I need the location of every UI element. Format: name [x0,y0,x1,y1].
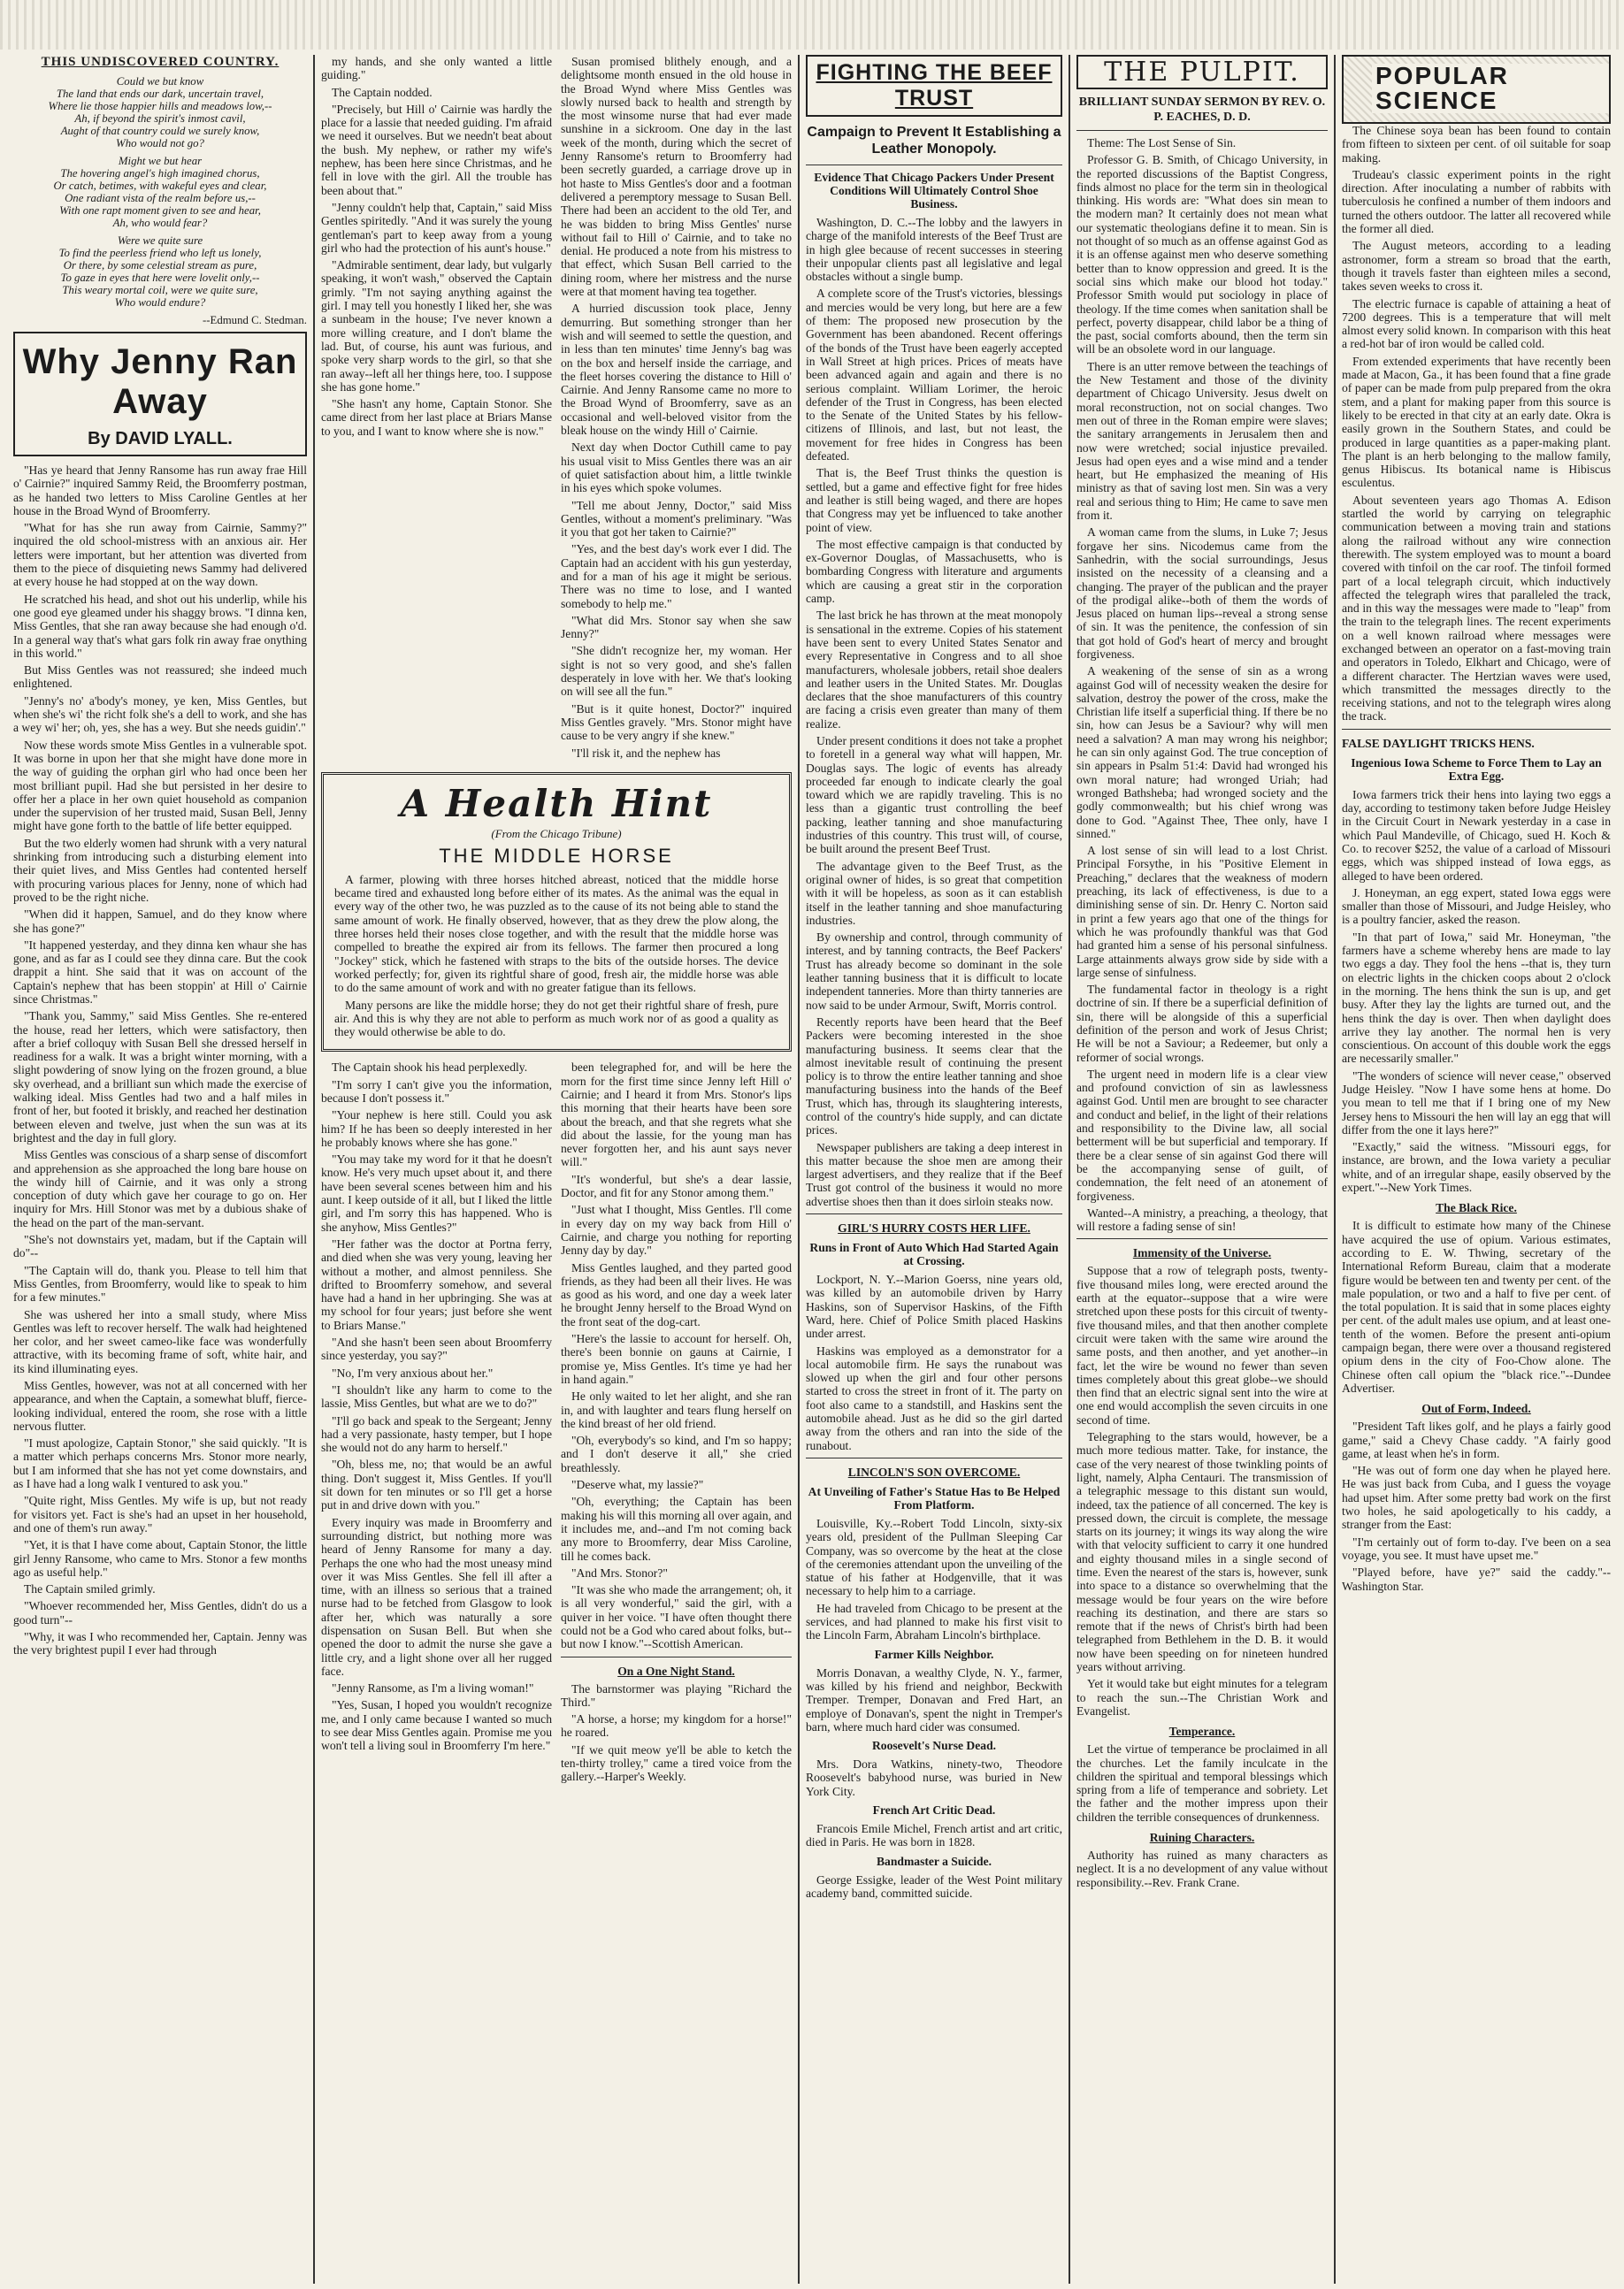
science-paragraph: The August meteors, according to a leading astronomer, form a stream so broad that the earth, though it travels faster than eighteen miles a second, takes seven weeks to cross it. [1342,239,1611,294]
poem-line: Where lie those happier hills and meadows low,-- [48,100,272,112]
story-paragraph: She was ushered her into a small study, where Miss Gentles was left to recover herself. The walk had heightened her color, and her sweet cameo-like face was wonderfully attractive, with its becoming frame of soft, white hair, and its kind illuminating eyes. [13,1307,307,1375]
sermon-paragraph: A weakening of the sense of sin as a wrong against God will of necessity weaken the desire for salvation, destroy the power of the cross, make the Christian life itself a superficial thing. If there be no sin, how can Jesus be a Saviour? why will men need a salvation? A man may wrong his neighbor; he can sin only against God. The true conception of sin appears in Psalm 51:4: David had wronged his own moral nature; had wronged Uriah; had wronged Bathsheba; had wronged society and the godly commonwealth; but his chief wrong was done to God. "Against Thee, Thee only, have I sinned." [1076,664,1328,840]
story-paragraph: "No, I'm very anxious about her." [332,1366,494,1380]
story-paragraph: Now these words smote Miss Gentles in a vulnerable spot. It was borne in upon her that she might have done more in the way of guiding the orphan girl who had once been her most brilliant pupil. Had she but persisted in her desire to offer her a place in her own quiet household as companion under the supervision of her trusted maid, Susan Bell, Jenny might have gone forth to the battle of life better equipped. [13,738,307,833]
column-2 [315,55,800,2284]
story-paragraph: "But is it quite honest, Doctor?" inquired Miss Gentles gravely. "Mrs. Stonor might have cause to be very angry if she knew." [561,701,792,743]
story-paragraph: "I shouldn't like any harm to come to the lassie, Miss Gentles, but what are we to do?" [321,1382,552,1411]
lincoln-sub: At Unveiling of Father's Statue Has to Be Helped From Platform. [808,1484,1061,1512]
story-paragraph: "It's wonderful, but she's a dear lassie, Doctor, and fit for any Stonor among them." [561,1172,792,1200]
poem-line: The hovering angel's high imagined chorus, [60,167,260,180]
farmer-text: Morris Donavan, a wealthy Clyde, N. Y., farmer, was killed by his friend and neighbor, Beckwith Tremper. Tremper, Donavan and Fred Hart, an employe of Donavan's, spent the night in Tremper's barn, where much hard cider was consumed. [806,1665,1062,1734]
stand-paragraph: "A horse, a horse; my kingdom for a horse!" he roared. [561,1712,792,1740]
story-paragraph: "And Mrs. Stonor?" [571,1566,668,1580]
story-paragraph: The Captain smiled grimly. [24,1582,156,1596]
column-1 [7,55,315,2284]
black-rice-title: The Black Rice. [1436,1201,1517,1215]
story-paragraph: "Your nephew is here still. Could you ask him? If he has been so deeply interested in her he probably knows where she has gone." [321,1108,552,1149]
story-paragraph: "Yes, Susan, I hoped you wouldn't recognize me, and I only came because I wanted so much to see dear Miss Gentles again. Promise me you won't tell a living soul in Broomferry I'm here." [321,1698,552,1753]
poem-author: --Edmund C. Stedman. [202,314,307,326]
popular-science-title: POPULAR SCIENCE [1372,64,1609,113]
story-paragraph: "Tell me about Jenny, Doctor," said Miss Gentles, without a moment's preliminary. "Was it you that got her taken to Cairnie?" [561,498,792,540]
story-paragraph: A hurried discussion took place, Jenny demurring. But something stronger than her wish and will seemed to settle the question, and in less than ten minutes' time Jenny's bag was on the box and herself inside the carriage, and the fleet horses covering the distance to Hill o' Cairnie. And Jenny Ransome came no more to the Broad Wynd of Broomferry, save as an occasional and well-beloved visitor from the bleak house on the windy Hill o' Cairnie. [561,302,792,438]
girl-paragraph: Haskins was employed as a demonstrator for a local automobile firm. He says the runabout was slowed up when the girl and four other persons started to cross the street in front of it. The party on foot also came to a standstill, and Haskins sent the automobile ahead. Just as he did so the girl darted away from the others and ran into the side of the runabout. [806,1344,1062,1452]
sermon-paragraph: There is an utter remove between the teachings of the New Testament and those of the divinity department of Chicago University. Jesus dwelt on moral reconstruction, not on social changes. Two men out of three in the Roman empire were slaves; the sanitary arrangements in Jerusalem then and now were wretched; social injustice prevailed. Jesus had open eyes and a wise mind and a tender heart, but He emphasized the meaning of His ministry as that of saving lost men. Sin was a very real and serious thing to Him; He came to save men from it. [1076,359,1328,523]
story-paragraph: The Captain nodded. [332,85,433,99]
story-paragraph: "Yes, and the best day's work ever I did. The Captain had an accident with his gun yesterday, and for a man of his age it might be serious. There was no time to lose, and I wanted somebody to help me." [561,542,792,610]
poem-line: Who would not go? [116,137,204,149]
beef-trust-subdeck: Evidence That Chicago Packers Under Present Conditions Will Ultimately Control Shoe Business. [814,171,1054,211]
lincoln-body [806,1517,1062,1642]
story-paragraph: But the two elderly women had shrunk with a very natural shrinking from introducing such a disturbing element into their quiet lives, and Miss Gentles had contented herself with procuring various places for Jenny, none of which had proved to be the right niche. [13,836,307,904]
story-paragraph: "Oh, bless me, no; that would be an awful thing. Don't suggest it, Miss Gentles. If you'll sit down for ten minutes or so I'll get a horse put in and drive down with you." [321,1458,552,1512]
story-paragraph: "Jenny couldn't help that, Captain," said Miss Gentles spiritedly. "And it was surely the young gentleman's part to keep away from a young girl who had the protection of his aunt's house." [321,200,552,255]
popular-science-banner [1342,55,1611,124]
health-hint-title: A Health Hint [400,781,713,825]
poem-line: To find the peerless friend who left us lonely, [58,247,262,259]
story-paragraph: "Oh, everybody's so kind, and I'm so happy; and I don't deserve it all," she cried breathlessly. [561,1434,792,1474]
story-body-col1 [13,463,307,1657]
beef-trust-paragraph: The last brick he has thrown at the meat monopoly is sensational in the extreme. Copies of his statement have been sent to every United States Senator and every Representative in Congress and to all shoe manufacturers, wholesale jobbers, retail shoe dealers and leather users in the United States. Mr. Douglas declares that the shoe manufacturers of this country are facing a crisis even greater than many of them realize. [806,609,1062,731]
poem-line: Aught of that country could we surely know, [60,125,260,137]
story-paragraph: "Quite right, Miss Gentles. My wife is up, but not ready for visitors yet. Fact is she's had an upset in her household, and one of them's run away." [13,1494,307,1535]
story-paragraph: my hands, and she only wanted a little guiding." [321,55,552,82]
story-paragraph: "What did Mrs. Stonor say when she saw Jenny?" [561,613,792,641]
critic-text: Francois Emile Michel, French artist and art critic, died in Paris. He was born in 1828. [806,1821,1062,1849]
science-body [1342,124,1611,723]
hens-paragraph: Iowa farmers trick their hens into laying two eggs a day, according to testimony taken before Judge Heisley in the Circuit Court in Newark yesterday in a case in which Paul Mandeville, of Chicago, sued H. Koch & Co. to recover $252, the value of a carload of Missouri eggs, which was shipped instead of Iowa eggs, as alleged to have been ordered. [1342,787,1611,883]
story-paragraph: Miss Gentles laughed, and they parted good friends, as they had been all their lives. He was as good as his word, and one day a week later he brought Jenny herself to the Broad Wynd on the front seat of the dog-cart. [561,1260,792,1328]
lincoln-paragraph: He had traveled from Chicago to be present at the services, and had planned to make his first visit to the Lincoln Farm, Abraham Lincoln's birthplace. [806,1601,1062,1642]
hens-body [1342,788,1611,1195]
story-paragraph: Miss Gentles, however, was not at all concerned with her appearance, and when the Captain, a somewhat bluff, fierce-looking individual, entered the room, she rose with a little nervous flutter. [13,1379,307,1433]
story-paragraph: "Yet, it is that I have come about, Captain Stonor, the little girl Jenny Ransome, who came to Mrs. Stonor a few months ago as useful help." [13,1538,307,1579]
health-hint-box [321,772,792,1053]
story-paragraph: "I'll risk it, and the nephew has [571,746,721,760]
story-paragraph: "Thank you, Sammy," said Miss Gentles. She re-entered the house, read her letters, which were satisfactory, then after a brief colloquy with Susan Bell she dressed herself in readiness for a walk. It was a bright winter morning, with a slight powdering of snow lying on the frozen ground, a blue sky overhead, and a brilliant sun which made the exercise of walking ideal. Miss Gentles had two and a half miles in front of her, but footed it briskly, and reached her destination between eleven and twelve, just when the sun was at its brightest and the day in full glory. [13,1009,307,1144]
out-of-form-title: Out of Form, Indeed. [1421,1402,1531,1416]
universe-paragraph: Suppose that a row of telegraph posts, twenty-five thousand miles long, were erected around the earth at the equator--suppose that a wire were stretched upon these posts for this circuit of twenty-five thousand miles, and that then another complete circuit were taken with the same wire around the same posts, and then another, and yet another--in fact, let the wire be wound no fewer than seven times completely about this great globe--we should then find that an electric signal sent into the wire at one end would accomplish the seven circuits in one second of time. [1076,1264,1328,1427]
out-of-form-paragraph: "He was out of form one day when he played here. He was just back from Cuba, and I guess the voyage had upset him. After some pretty bad work on the first two holes, he said apologetically to his caddy, a stranger from the East: [1342,1464,1611,1532]
poem-line: This weary mortal coil, were we quite sure, [62,284,258,296]
science-paragraph: From extended experiments that have recently been made at Macon, Ga., it has been found that a fine grade of paper can be made from pulp prepared from the okra stem, and a plant for making paper from this source is likely to be erected in that city at an early date. Okra is easily grown in the Southern States, and could be produced in large quantities as a paper-making plant. The plant is an herb belonging to the mallow family, genus Hibiscus. Its botanical name is Hibiscus esculentus. [1342,354,1611,490]
nurse-text: Mrs. Dora Watkins, ninety-two, Theodore Roosevelt's babyhood nurse, was buried in New York City. [806,1757,1062,1798]
sermon-body [1076,153,1328,1233]
beef-trust-paragraph: That is, the Beef Trust thinks the question is settled, but a game and effective fight for free hides and leather is still being waged, and there are hopes that Congress may yet be influenced to take another point of view. [806,466,1062,534]
band-title: Bandmaster a Suicide. [876,1854,992,1868]
story-paragraph: Miss Gentles was conscious of a sharp sense of discomfort and apprehension as she approached the long bare house on the windy hill of Cairnie, and it was only a strong conception of duty which gave her courage to go on. Her inquiry for Mrs. Hill Stonor was met by a dubious shake of the head on the part of the man-servant. [13,1148,307,1229]
hens-title: FALSE DAYLIGHT TRICKS HENS. [1342,736,1535,750]
story-col2-right-bottom [561,1060,792,1650]
beef-trust-body [806,216,1062,1208]
band-text: George Essigke, leader of the West Point military academy band, committed suicide. [806,1872,1062,1900]
poem-title: THIS UNDISCOVERED COUNTRY. [41,55,280,69]
story-paragraph: Next day when Doctor Cuthill came to pay his usual visit to Miss Gentles there was an air of quiet satisfaction about him, a little twinkle in his eyes which spoke volumes. [561,440,792,495]
story-paragraph: He only waited to let her alight, and she ran in, and with laughter and tears flung herself on the kind breast of her old friend. [561,1389,792,1430]
poem [13,75,307,326]
divider [806,1213,1062,1214]
poem-line: Who would endure? [114,296,206,309]
story-paragraph: "Jenny Ransome, as I'm a living woman!" [332,1681,534,1696]
poem-line: To gaze in eyes that here were lovelit only,-- [60,272,260,284]
science-paragraph: Trudeau's classic experiment points in the right direction. After inoculating a number of rabbits with tuberculosis he confined a number of them indoors and turned the others outdoor. The latter all recovered while the former all died. [1342,167,1611,236]
story-paragraph: The Captain shook his head perplexedly. [332,1060,528,1075]
poem-line: Ah, who would fear? [112,217,208,229]
story-continuation-top [321,55,792,763]
stand-paragraph: The barnstormer was playing "Richard the Third." [561,1681,792,1709]
stand-body [561,1682,792,1784]
story-paragraph: "Precisely, but Hill o' Cairnie was hardly the place for a lassie that needed guiding. I'm afraid we need it ourselves. But we needn't beat about the bush. My nephew, or rather my wife's nephew, has been here since Christmas, and he fell in love with the girl. All the trouble has been about that." [321,102,552,197]
story-paragraph: "Jenny's no' a'body's money, ye ken, Miss Gentles, but when she's wi' the richt folk she's a dell to work, and she has a wey wi' her; oh, yes, she has a wey. But she needs guidin'." [13,693,307,735]
divider [1076,1238,1328,1239]
story-paragraph: "She's not downstairs yet, madam, but if the Captain will do"-- [13,1233,307,1260]
sermon-paragraph: A woman came from the slums, in Luke 7; Jesus forgave her sins. Nicodemus came from the Sanhedrin, with the social surroundings, Jesus insisted on the necessity of a cleansing and a changing. The prayer of the publican and the prayer of the prodigal alike--both of them the words of Jesus placed on human lips--reveal a strong sense of sin. It was the penitence, the confession of sin that got hold of God's heart of mercy and brought forgiveness. [1076,525,1328,661]
poem-stanza [13,155,307,229]
story-col2-left-top [321,55,552,763]
out-of-form-paragraph: "President Taft likes golf, and he plays a fairly good game," said a Chevy Chase caddy. "A fairly good game, at least when he's in form. [1342,1420,1611,1460]
out-of-form-paragraph: "I'm certainly out of form to-day. I've been on a sea voyage, you see. It must have upset me." [1342,1535,1611,1562]
girl-sub: Runs in Front of Auto Which Had Started Again at Crossing. [809,1241,1059,1268]
story-paragraph: "She hasn't any home, Captain Stonor. She came direct from her last place at Briars Manse to you, and I want to know where she is now." [321,397,552,438]
beef-trust-paragraph: Recently reports have been heard that the Beef Packers were becoming interested in the shoe manufacturing business. It seems clear that the almost inevitable result of continuing the present policy is to throw the entire leather tanning and shoe manufacturing business into the hands of the Beef Trust, which has, through its slaughtering interests, control of the country's hide supply, and can dictate prices. [806,1014,1062,1137]
story-paragraph: "Here's the lassie to account for herself. Oh, there's been bonnie on gauns at Cairnie, I promise ye, Miss Gentles. It's time ye had her in hand again." [561,1332,792,1386]
hens-paragraph: J. Honeyman, an egg expert, stated Iowa eggs were smaller than those of Missouri, and Judge Heisley, who is a poultry fancier, asked the reason. [1342,885,1611,927]
poem-line: Might we but hear [118,155,203,167]
sermon-paragraph: The urgent need in modern life is a clear view and profound conviction of sin as lawlessness against God. Until men are brought to see character and conduct and belief, in the light of their relations and responsibility to the Divine law, all social betterment will be but superficial and temporary. If there be a clear sense of sin against God there will be the accompanying sense of guilt, of condemnation, the felt need of an atonement of forgiveness. [1076,1067,1328,1203]
story-paragraph: Every inquiry was made in Broomferry and surrounding district, but nothing more was heard of Jenny Ransome for many a day. Perhaps the one who had the most uneasy mind over it was Miss Gentles. She fell ill after a time, with an illness so serious that a trained nurse had to be fetched from Glasgow to look after her, which was naturally a sore dispensation on Susan Bell. But when she opened the door to admit the nurse she gave a little cry, and a light shone over all her rugged face. [321,1515,552,1678]
hens-paragraph: "The wonders of science will never cease," observed Judge Heisley. "Now I have some hens at home. Do you mean to tell me that if I bring one of my New Jersey hens to Missouri the hen will lay an egg that will differ from the one it lays here?" [1342,1068,1611,1137]
story-paragraph: But Miss Gentles was not reassured; she indeed much enlightened. [13,663,307,691]
story-paragraph: "You may take my word for it that he doesn't know. He's very much upset about it, and there have been several scenes between him and his aunt. I keep outside of it all, but I liked the little girl, and I'm sorry this has happened. Who is she anyhow, Miss Gentles?" [321,1152,552,1234]
hens-paragraph: "In that part of Iowa," said Mr. Honeyman, "the farmers have a scheme whereby hens are made to lay two eggs a day. They fool the hens --that is, they turn on electric lights in the chicken coops about 2 o'clock in the morning. The hens think the sun is up, and get busy. After they lay the lights are turned out, and the hens think the day is over. Then when daylight does arrive they lay another. The normal hen is very conscientious. On account of this double work the eggs are necessarily smaller." [1342,930,1611,1066]
ruining-text: Authority has ruined as many characters as neglect. It is a no development of any value without responsibility.--Rev. Frank Crane. [1076,1849,1328,1889]
story-continuation-bottom [321,1060,792,1787]
story-paragraph: "It was she who made the arrangement; oh, it is all very wonderful," said the girl, with a quiver in her voice. "I have often thought there could not be a God who cared about folks, but--but now I know."--Scottish American. [561,1583,792,1651]
poem-line: Ah, if beyond the spirit's inmost cavil, [74,112,246,125]
poem-line: The land that ends our dark, uncertain travel, [56,88,264,100]
out-of-form-body [1342,1420,1611,1593]
story-paragraph: "And she hasn't been seen about Broomferry since yesterday, you say?" [321,1336,552,1363]
girl-body [806,1273,1062,1452]
story-paragraph: "I'll go back and speak to the Sergeant; Jenny had a very passionate, hasty temper, but I hope she would not do any harm to herself." [321,1413,552,1455]
story-col2-right-bottom-wrap [561,1060,792,1787]
sermon-paragraph: A lost sense of sin will lead to a lost Christ. Principal Forsythe, in his "Positive Element in Preaching," declares that the weakness of modern preaching, its lack of effectiveness, is due to a diminishing sense of sin. Dr. Henry C. Norton said in print a few years ago that one of the things for which he was profoundly thankful was that God had granted him a sense of his personal sinfulness. Large attainments always grow side by side with a large sense of sinfulness. [1076,844,1328,979]
story-paragraph: "I must apologize, Captain Stonor," she said quickly. "It is a matter which perhaps concerns Mrs. Stonor more nearly, but I am informed that she has not yet come downstairs, and as I have had a long walk I ventured to ask you." [13,1436,307,1491]
lincoln-title: LINCOLN'S SON OVERCOME. [847,1465,1021,1479]
poem-line: One radiant vista of the realm before us,-- [65,192,256,204]
beef-trust-paragraph: The advantage given to the Beef Trust, as the original owner of hides, is so great that competition with it will be hopeless, as soon as it can establish itself in the leather tanning and shoe manufacturing industries. [806,859,1062,927]
column-5 [1336,55,1617,2284]
story-col2-left-bottom [321,1060,552,1787]
beef-trust-paragraph: A complete score of the Trust's victories, blessings and mercies would be very long, but here are a few of them: The proposed new prosecution by the Government has been abandoned. Recent offerings of the bonds of the Trust have been eagerly accepted in Wall Street at high prices. Prices of meats have been advanced again and again and there is no serious complaint. William Lorimer, the heroic defender of the Trust in Congress, has been elected to the Senate of the United States by his fellow-citizens of Illinois, and last, but not least, the movement for free hides in Congress has been defeated. [806,287,1062,463]
hens-sub: Ingenious Iowa Scheme to Force Them to Lay an Extra Egg. [1351,755,1602,783]
girl-title: GIRL'S HURRY COSTS HER LIFE. [838,1221,1030,1236]
beef-trust-paragraph: Under present conditions it does not take a prophet to foretell in a general way what will happen, Mr. Douglas says. The logic of events has already proceeded far enough to indicate clearly the goal toward which we are rapidly traveling. This is no less than a gigantic trust controlling the beef packing, leather tanning and shoe manufacturing industries of this country. This trust will, of course, be built around the present Beef Trust. [806,733,1062,856]
sermon-paragraph: Professor G. B. Smith, of Chicago University, in the reported discussions of the Baptist Congress, finds almost no place for the term sin in theological thinking. His words are: "What does sin mean to the modern man? It certainly does not mean what our systematic theologians define it to mean. Sin is not thought of so much as an offense against God as it is an offense against men who deserve something better than to know oppression and greed. It is the social sins which make our blood hot today." Professor Smith would put sociology in place of theology. If the time comes when sanitation shall be perfect, poverty disappear, child labor be a thing of the past, social comforts abound, then the term sin will be an obsolete word in our language. [1076,153,1328,356]
column-3 [800,55,1070,2284]
poem-stanza [13,234,307,309]
stand-paragraph: "If we quit meow ye'll be able to ketch the ten-thirty trolley," came a tired voice from the gallery.--Harper's Weekly. [561,1742,792,1784]
story-paragraph: "Her father was the doctor at Portna ferry, and died when she was very young, leaving her without a mother, and almost penniless. She drifted to Broomferry somehow, and several have had a hand in her upbringing. She was at my school for four years; just before she went to Briars Manse." [321,1236,552,1332]
story-title-box [13,332,307,456]
torn-top-edge [0,0,1624,50]
story-paragraph: "Just what I thought, Miss Gentles. I'll come in every day on my way back from Hill o' Cairnie, and charge you nothing for reporting Jenny day by day." [561,1203,792,1258]
ruining-title: Ruining Characters. [1149,1831,1255,1845]
story-paragraph: been telegraphed for, and will be here the morn for the first time since Jenny left Hill o' Cairnie; and I heard it from Mrs. Stonor's lips this morning that their hearts have been sore about the breach, and that she regrets what she did about the lassie, for the young man has never forgotten her, and his aunt says never will." [561,1060,792,1169]
universe-paragraph: Yet it would take but eight minutes for a telegram to reach the sun.--The Christian Work and Evangelist. [1076,1677,1328,1718]
column-4 [1070,55,1336,2284]
sermon-paragraph: The fundamental factor in theology is a right doctrine of sin. If there be a superficial definition of sin, there will be alongside of this a superficial definition of the person and work of Jesus Christ; He will be not a Saviour; a Redeemer, but only a reformer of social wrongs. [1076,983,1328,1064]
beef-trust-paragraph: Washington, D. C.--The lobby and the lawyers in charge of the manifold interests of the Beef Trust are in high glee because of recent successes in steering their unpopular clients past all legislative and legal obstacles without a single bump. [806,216,1062,284]
story-paragraph: "She didn't recognize her, my woman. Her sight is not so very good, and she's fallen desperately in love with her. We that's looking on will see all the fun." [561,644,792,699]
divider [1342,729,1611,730]
poem-line: With one rapt moment given to see and hear, [59,204,261,217]
nurse-title: Roosevelt's Nurse Dead. [871,1739,997,1753]
universe-body [1076,1264,1328,1718]
health-hint-source: (From the Chicago Tribune) [491,826,622,840]
health-hint-paragraph: Many persons are like the middle horse; they do not get their rightful share of fresh, pure air. And this is why they are not able to perform as much work nor of as good a quality as they would otherwise be able to do. [334,998,778,1039]
sermon-paragraph: Wanted--A ministry, a preaching, a theology, that will restore a fading sense of sin! [1076,1206,1328,1234]
sermon-theme: Theme: The Lost Sense of Sin. [1087,136,1237,149]
poem-line: Were we quite sure [117,234,203,247]
temperance-text: Let the virtue of temperance be proclaimed in all the churches. Let the family inculcate in the children the spiritual and temporal blessings which spring from a life of temperance and sobriety. Let the father and the mother impress upon their children the terrible consequences of drunkenness. [1076,1742,1328,1824]
story-paragraph: "The Captain will do, thank you. Please to tell him that Miss Gentles, from Broomferry, would like to speak to him for a few minutes." [13,1263,307,1305]
story-paragraph: He scratched his head, and shot out his underlip, while his one good eye gleamed under his shaggy brows. "I dinna ken, Miss Gentles, that she ran away because she had enough o'd. In a general way that's what gars folk rin away frae onything in this world." [13,592,307,660]
beef-trust-paragraph: Newspaper publishers are taking a deep interest in this matter because the shoe men are among their largest advertisers, and they realize that if the Beef Trust got control of the business it would no more advertise shoes then than it does sirloin steaks now. [806,1140,1062,1208]
science-paragraph: The Chinese soya bean has been found to contain from fifteen to sixteen per cent. of oil suitable for soap making. [1342,124,1611,165]
beef-trust-headline: FIGHTING THE BEEF TRUST [806,55,1062,117]
black-rice-text: It is difficult to estimate how many of the Chinese have acquired the use of opium. Various estimates, according to E. W. Thwing, secretary of the International Reform Bureau, claim that a moderate figure would be between ten and twenty per cent. of the male population, or two and a half to five per cent. of the total population. It is said that in some places eighty per cent. of the adult males use opium, and at least one-tenth of the women. Before the present anti-opium campaign began, there were over a thousand registered opium dens in the city of Foo-Chow alone. The Chinese often call opium the "black rice."--Dundee Advertiser. [1342,1219,1611,1395]
science-paragraph: About seventeen years ago Thomas A. Edison startled the world by carrying on telegraphic communication between a moving train and stations along the railroad without any wire connection therewith. The system employed was to mount a board covered with tinfoil on the car roof. The tinfoil formed part of a local telegraph circuit, which inductively affected the telegraph wires that paralleled the track, and in this way the messages were made to "leap" from the train to the telegraph lines. The recent experiments on a well known railroad where messages were exchanged between an operator on a fast-moving train and operators in Toledo, Elkhart and Chicago, were of a different character. The Hertzian waves were used, which transmitted the messages directly to the receiving stations, and not to the telegraph wires along the track. [1342,493,1611,723]
critic-title: French Art Critic Dead. [872,1803,996,1817]
story-paragraph: Susan promised blithely enough, and a delightsome month ensued in the old house in the Broad Wynd where Miss Gentles was slowly nursed back to health and strength by the most winsome nurse that had ever made sunshine in a sickroom. One day in the last week of the month, during which the secret of Jenny Ransome's return to Broomferry had been secretly guarded, a carriage drove up in hot haste to Miss Gentles's door and a footman delivered a peremptory message to Susan Bell. There had been an accident to the old Ter, and he was bidden to bring Miss Gentles' nurse without fail to Hill o' Cairnie, and to take no denial. He produced a note from his mistress to that effect, which Susan Bell carried to the dining room, where her mistress and the nurse were at that moment having tea together. [561,55,792,299]
pulpit-headline: THE PULPIT. [1076,55,1328,89]
story-paragraph: "What for has she run away from Cairnie, Sammy?" inquired the old school-mistress with an anxious air. Her letters were important, but her attention was diverted from them to the piece of disquieting news Sammy had delivered at every house he had stopped at on the way down. [13,521,307,589]
story-col2-right-top [561,55,792,763]
beef-trust-paragraph: By ownership and control, through community of interest, and by tanning contracts, the Beef Packers' Trust has already become so dominant in the sole leather tanning business that it is difficult to locate independent tanneries. More than thirty tanneries are now said to be under Armour, Swift, Morris control. [806,930,1062,1012]
universe-paragraph: Telegraphing to the stars would, however, be a much more tedious matter. Take, for instance, the case of the very nearest of those twinkling points of light, namely, Alpha Centauri. The transmission of a telegraphic message to this distant sun would, indeed, tax the patience of all concerned. The key is pressed down, the circuit is complete, the message starts on its journey; it wings its way along the wire with that velocity sufficient to carry it one hundred and eighty thousand miles in a single second of time. Even the nearest of the stars is, however, sunk into space to a distance so overwhelming that the message would be four years on the wire before reaching its destination, and there are stars so remote that if the news of Christ's birth had been telegraphed from Bethlehem in the D. B. it would now have been speeding on for nineteen hundred years without arriving. [1076,1430,1328,1674]
story-paragraph: "Why, it was I who recommended her, Captain. Jenny was the very brightest pupil I ever had through [13,1630,307,1657]
beef-trust-paragraph: The most effective campaign is that conducted by ex-Governor Douglas, of Massachusetts, who is bombarding Congress with literature and arguments which are causing a great stir in the corporation camp. [806,537,1062,606]
story-paragraph: "Deserve what, my lassie?" [571,1478,704,1492]
story-byline: By DAVID LYALL. [88,429,233,448]
health-hint-heading: THE MIDDLE HORSE [439,844,674,867]
out-of-form-paragraph: "Played before, have ye?" said the caddy."--Washington Star. [1342,1566,1611,1593]
poem-line: Or catch, betimes, with wakeful eyes and clear, [53,180,267,192]
poem-line: Could we but know [116,75,204,88]
divider [1076,130,1328,131]
story-paragraph: "Has ye heard that Jenny Ransome has run away frae Hill o' Cairnie?" inquired Sammy Reid, the Broomferry postman, as he handed two letters to Miss Caroline Gentles at her house in the Broad Wynd of Broomferry. [13,463,307,517]
girl-paragraph: Lockport, N. Y.--Marion Goerss, nine years old, was killed by an automobile driven by Harry Haskins, son of Supervisor Haskins, of the Fifth Ward, here. Chief of Police Smith placed Haskins under arrest. [806,1273,1062,1341]
story-paragraph: "It happened yesterday, and they dinna ken whaur she has gone, and as far as I could see they dinna care. But the cook drappit a hint. She said that it was on account of the Captain's nephew that has been stoppin' at Hill o' Cairnie since Christmas." [13,938,307,1006]
story-paragraph: "Admirable sentiment, dear lady, but vulgarly speaking, it won't wash," observed the Captain grimly. "I'm not saying anything against the girl. I may tell you honestly I liked her, she was a sunbeam in the house; I've never known a more willing creature, and I don't blame the lad. But, of course, his aunt was furious, and spoke very sharp words to the girl, so that she ran away--left all her things here, too. I suppose she has gone home." [321,258,552,394]
stand-title: On a One Night Stand. [617,1664,735,1678]
hens-paragraph: "Exactly," said the witness. "Missouri eggs, for instance, are brown, and the Iowa variety a peculiar white, and of an irregular shape, easily observed by the expert."--New York Times. [1342,1140,1611,1195]
story-paragraph: "I'm sorry I can't give you the information, because I don't possess it." [321,1077,552,1105]
story-paragraph: "When did it happen, Samuel, and do they know where she has gone?" [13,907,307,935]
story-title: Why Jenny Ran Away [22,342,298,421]
beef-trust-deck: Campaign to Prevent It Establishing a Leather Monopoly. [807,125,1061,157]
temperance-title: Temperance. [1168,1725,1236,1739]
poem-line: Or there, by some celestial stream as pure, [63,259,257,272]
science-paragraph: The electric furnace is capable of attaining a heat of 7200 degrees. This is a temperature that will melt almost every solid known. In comparison with this heat a red-hot bar of iron would be called cold. [1342,296,1611,351]
health-hint-paragraph: A farmer, plowing with three horses hitched abreast, noticed that the middle horse became tired and exhausted long before either of its mates. As the animal was the equal in every way of the other two, he was puzzled as to the cause of its not being able to stand the same amount of work. He finally observed, however, that as they drew the plow along, the three horses held their noses close together, and with the result that the middle horse was compelled to breathe the expired air from its fellows. The farmer then procured a long "Jockey" stick, which he fastened with straps to the bits of the outside horses. The device worked perfectly; for, given its rightful share of good, fresh air, the middle horse was able to do the same amount of work and with no greater fatigue than its fellows. [334,872,778,995]
farmer-title: Farmer Kills Neighbor. [874,1647,994,1661]
universe-title: Immensity of the Universe. [1132,1246,1272,1260]
sermon-deck: BRILLIANT SUNDAY SERMON BY REV. O. P. EACHES, D. D. [1078,96,1326,124]
health-hint-body [334,873,778,1039]
lincoln-paragraph: Louisville, Ky.--Robert Todd Lincoln, sixty-six years old, president of the Pullman Sleeping Car Company, was so overcome by the heat at the close of the ceremonies attendant upon the unveiling of the statue of his father at Hodgenville, that it was necessary to help him to a carriage. [806,1516,1062,1598]
story-paragraph: "Oh, everything; the Captain has been making his will this morning all over again, and it includes me, and--and I'm not coming back any more to Broomferry, dear Miss Caroline, till he comes back. [561,1495,792,1563]
poem-stanza [13,75,307,149]
story-paragraph: "Whoever recommended her, Miss Gentles, didn't do us a good turn"-- [13,1599,307,1627]
